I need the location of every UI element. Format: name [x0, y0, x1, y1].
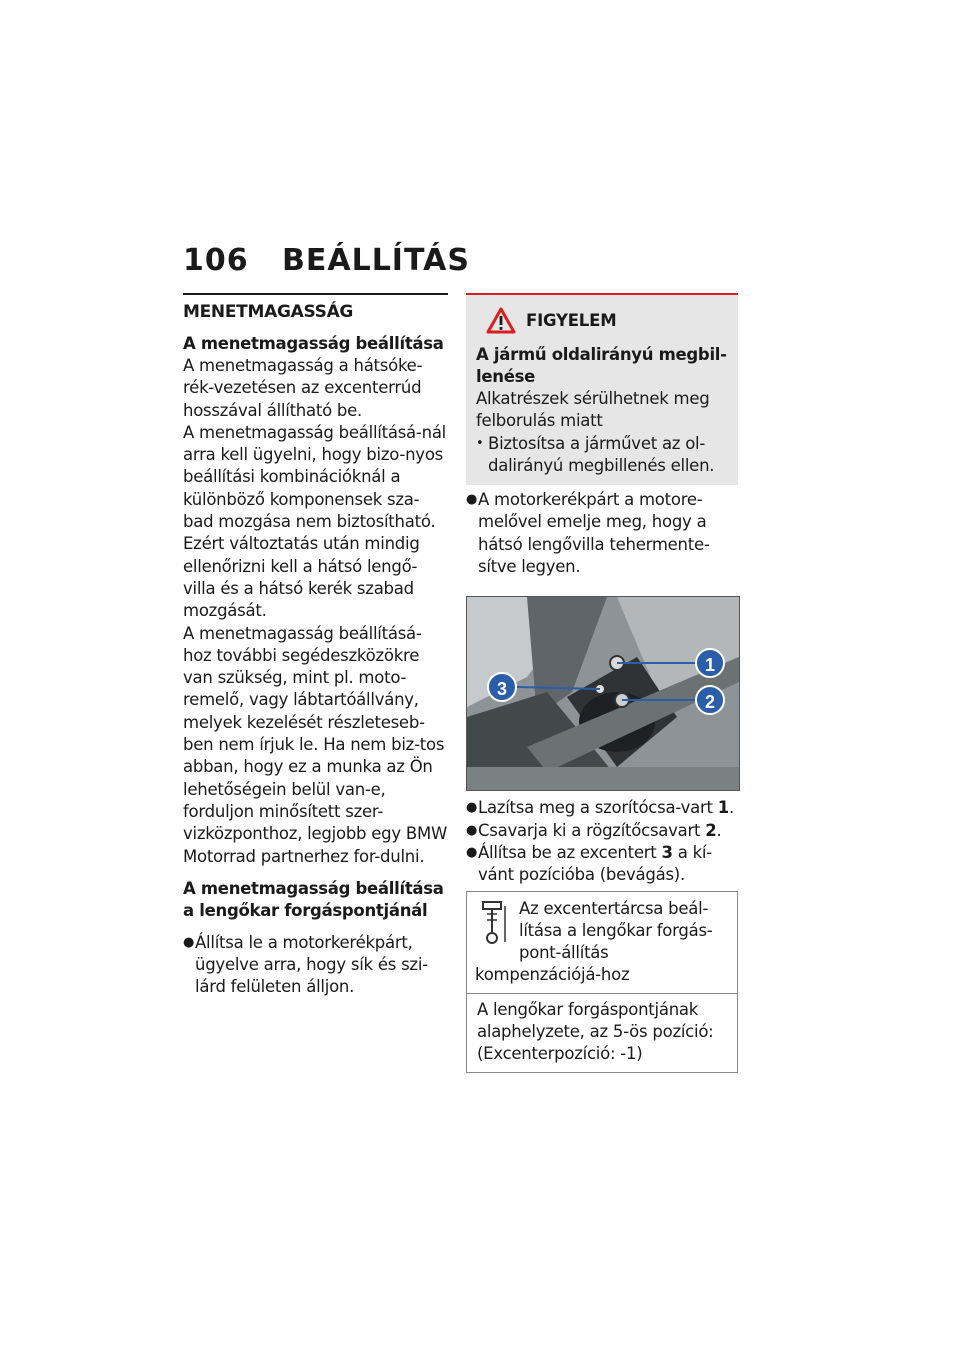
list-item: ● Lazítsa meg a szorítócsa-vart 1.	[466, 797, 738, 819]
callout-1: 1	[695, 648, 725, 678]
subsection-title: A menetmagasság beállítása a lengőkar forgáspontjánál	[183, 878, 444, 920]
bullet-icon: ●	[466, 800, 478, 816]
bullet-icon: ●	[183, 934, 195, 950]
bullet-icon: ●	[466, 492, 478, 508]
step-list	[466, 797, 738, 886]
page-number: 106	[183, 243, 249, 278]
bullet-icon: ●	[466, 844, 478, 860]
note-box	[466, 891, 738, 1073]
wrench-gauge-icon	[475, 898, 511, 946]
eccentric-photo	[466, 596, 740, 791]
note-header	[467, 892, 737, 993]
subsection-title: A menetmagasság beállítása	[183, 334, 444, 353]
warning-header	[486, 307, 728, 334]
section-rule	[183, 293, 448, 295]
warning-triangle-icon	[486, 307, 516, 334]
note-text: Az excentertárcsa beál-lítása a lengőkar forgás-pont-állítás kompenzációjá-hoz	[475, 898, 713, 985]
bullet-icon: •	[476, 435, 484, 451]
warning-bullet: • Biztosítsa a járművet az ol-dalirányú megbillenés ellen.	[476, 433, 728, 478]
left-column	[183, 293, 448, 999]
warning-label: FIGYELEM	[526, 311, 617, 330]
chapter-title: BEÁLLÍTÁS	[282, 243, 470, 278]
paragraph: A menetmagasság a hátsóke-rék-vezetésen az excenterrúd hosszával állítható be.	[183, 356, 423, 420]
right-column	[466, 293, 738, 1073]
warning-box	[466, 295, 738, 485]
list-item: ● A motorkerékpárt a motore-melővel emelje meg, hogy a hátsó lengővilla tehermente-sítve legyen.	[466, 489, 738, 578]
warning-title: A jármű oldalirányú megbil-lenése	[476, 345, 727, 386]
list-item: ● Állítsa be az excentert 3 a kí-vánt pozícióba (bevágás).	[466, 842, 738, 887]
callout-3: 3	[487, 672, 517, 702]
note-info: A lengőkar forgáspontjának alaphelyzete, az 5-ös pozíció: (Excenterpozíció: -1)	[467, 993, 737, 1072]
list-item: ● Csavarja ki a rögzítőcsavart 2.	[466, 820, 738, 842]
list-item: ● Állítsa le a motorkerékpárt, ügyelve arra, hogy sík és szi-lárd felületen álljon.	[183, 932, 448, 999]
paragraph: A menetmagasság beállításá-nál arra kell ügyelni, hogy bizo-nyos beállítási kombinációknál a különböző komponensek sza-bad mozgása nem biztosítható. Ezért változtatás után mindig ellenőrizni kell a hátsó lengő-villa és a hátsó kerék szabad mozgását.	[183, 422, 447, 621]
bullet-icon: ●	[466, 822, 478, 838]
warning-text: Alkatrészek sérülhetnek meg felborulás miatt	[476, 389, 710, 431]
section-title: MENETMAGASSÁG	[183, 302, 354, 322]
callout-2: 2	[695, 685, 725, 715]
paragraph: A menetmagasság beállításá-hoz további segédeszközökre van szükség, mint pl. moto-remelő, vagy lábtartóállvány, melyek kezelését részleteseb-ben nem írjuk le. Ha nem biz-tos abban, hogy ez a munka az Ön lehetőségein belül van-e, forduljon minősített szer-vizközponthoz, legjobb egy BMW Motorrad partnerhez for-dulni.	[183, 623, 448, 866]
